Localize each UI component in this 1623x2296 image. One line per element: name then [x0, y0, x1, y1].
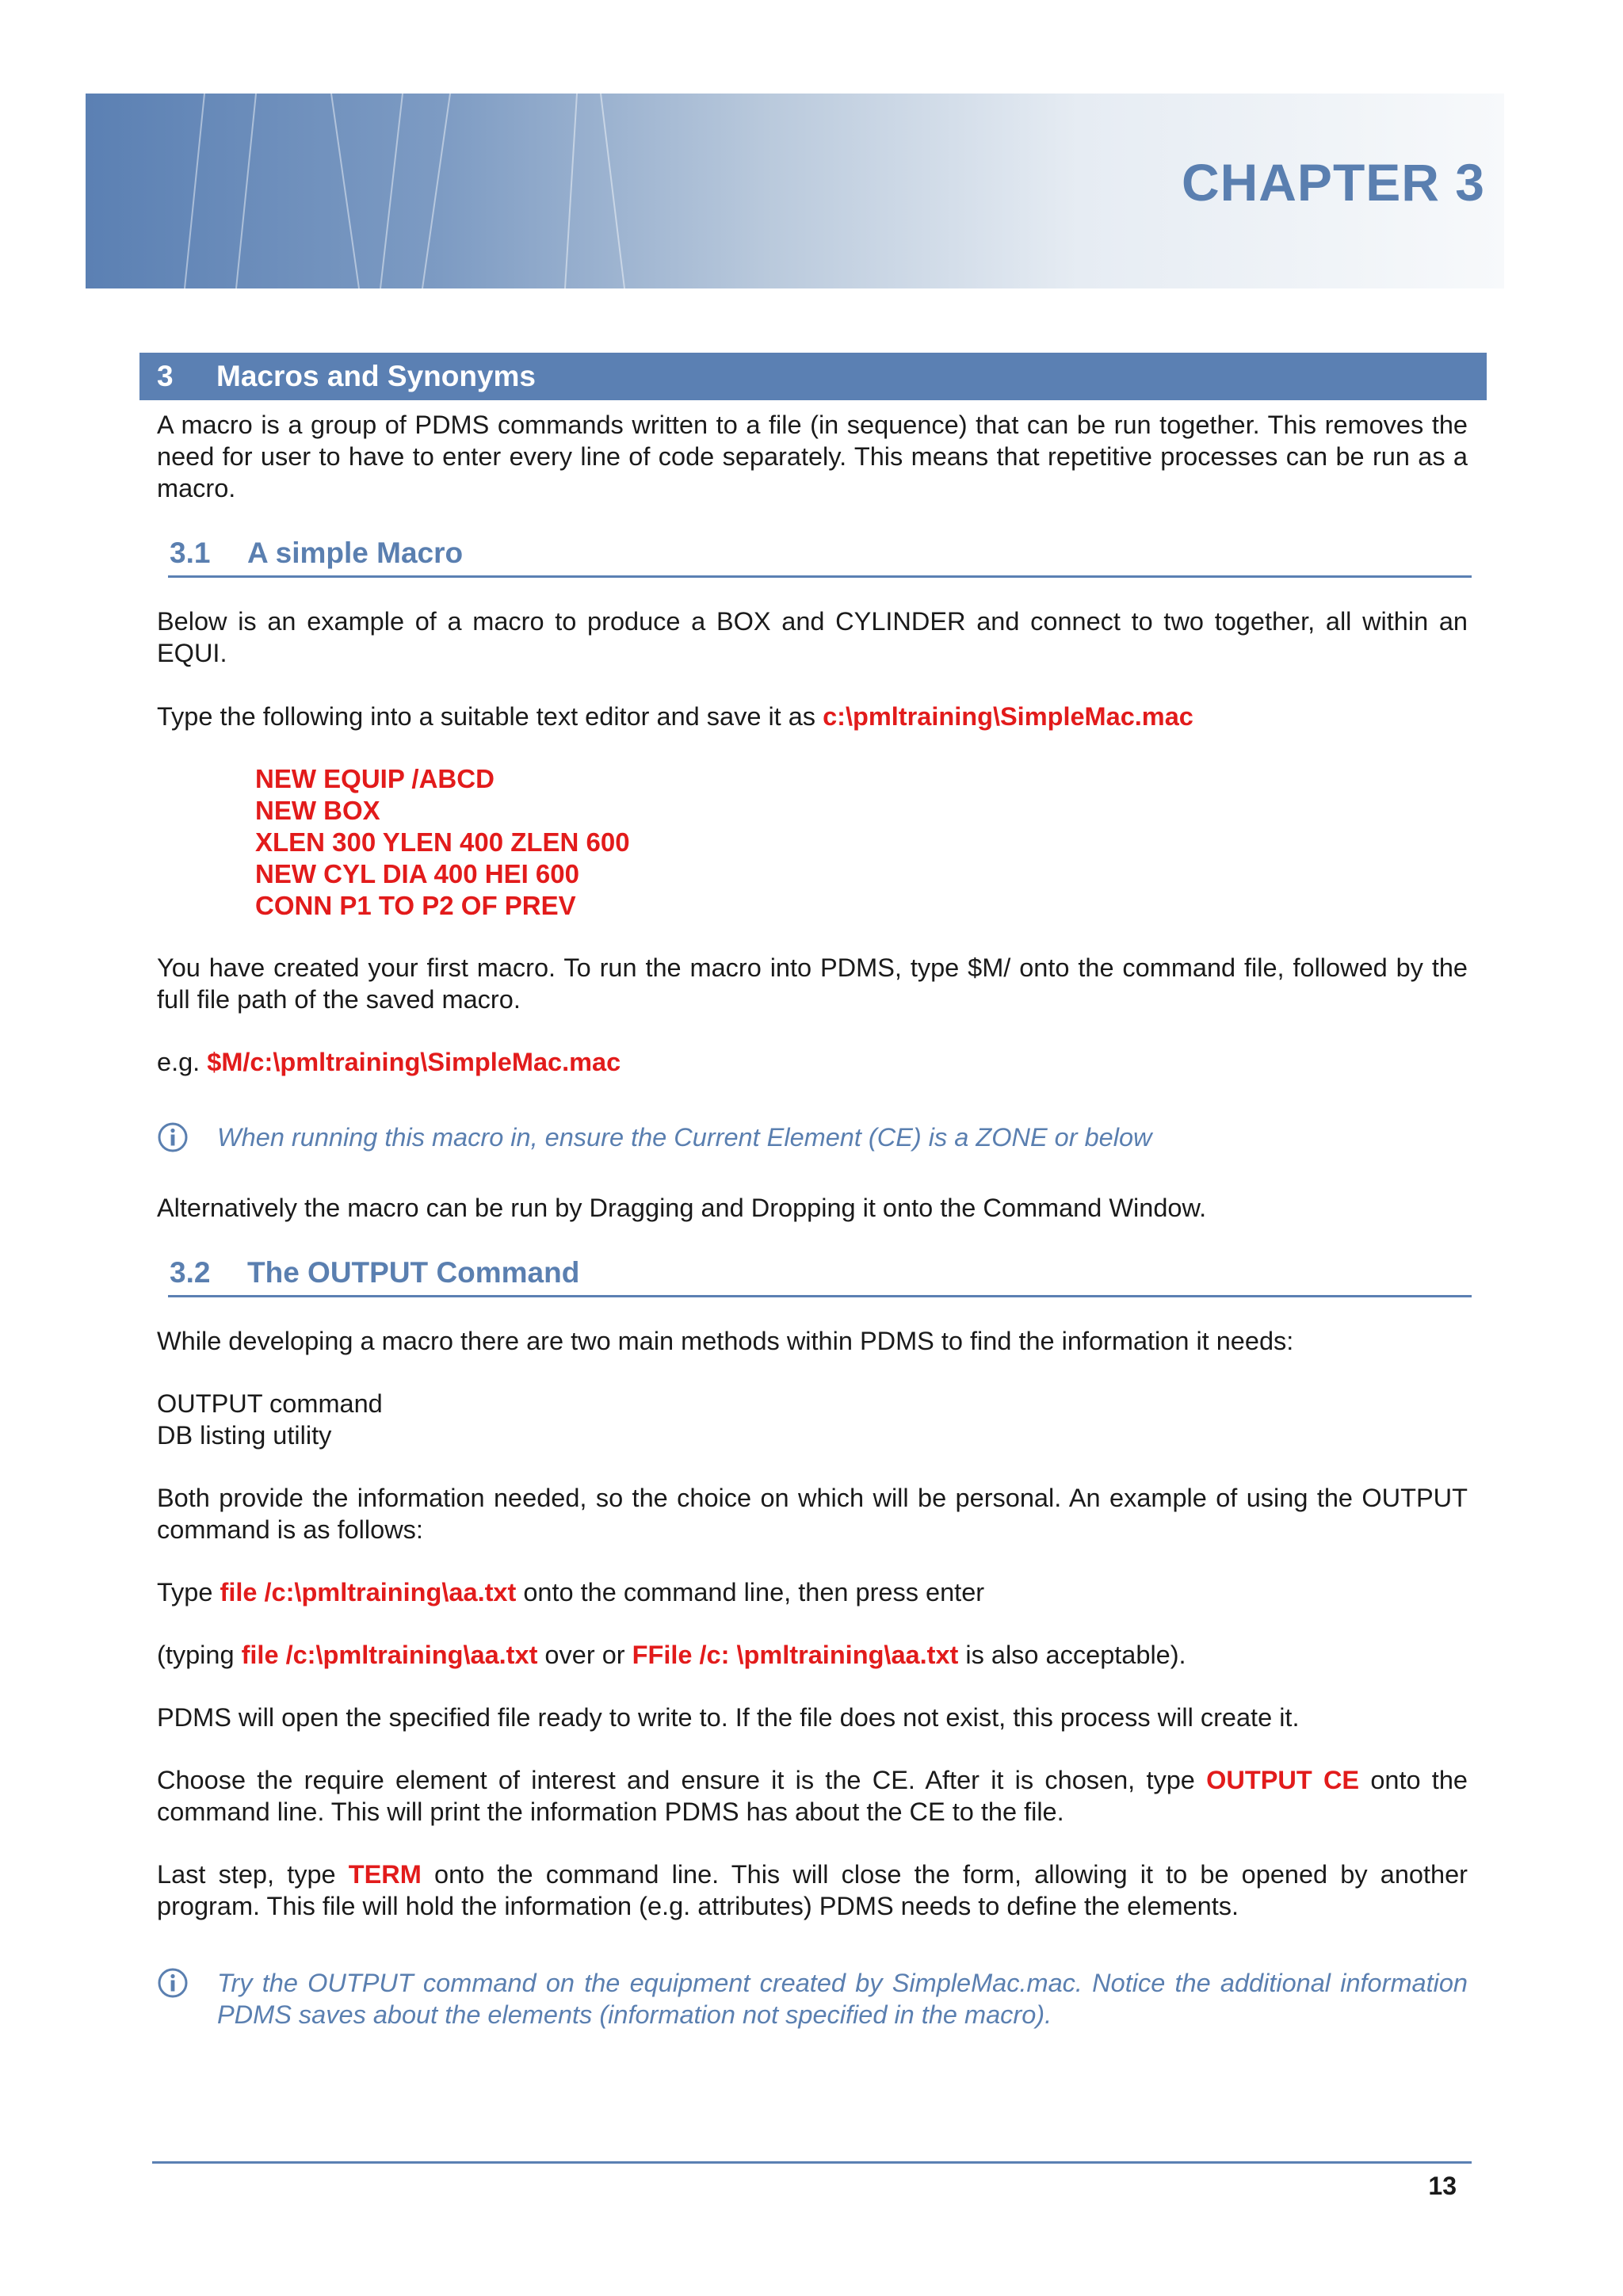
section-header — [139, 353, 1487, 400]
text-span: Type — [157, 1578, 220, 1606]
text-span: onto the command line. This will close the form, allowing it to be opened by another program. This file will hold the information (e.g. attributes) PDMS needs to define the elements. — [157, 1860, 1468, 1920]
page-number: 13 — [1428, 2172, 1457, 2200]
alternatives-paragraph — [157, 1639, 1468, 1671]
save-instruction-text: Type the following into a suitable text editor and save it as — [157, 702, 823, 731]
term-command: TERM — [348, 1860, 422, 1889]
type-file-paragraph — [157, 1576, 1468, 1608]
choice-paragraph: Both provide the information needed, so the choice on which will be personal. An example of using the OUTPUT command is as follows: — [157, 1484, 1468, 1544]
text-span: (typing — [157, 1641, 242, 1669]
code-line: NEW CYL DIA 400 HEI 600 — [255, 859, 579, 888]
file-command: file /c:\pmltraining\aa.txt — [241, 1641, 538, 1669]
text-span: onto the command line. This will print the information PDMS has about the CE to the file. — [157, 1766, 1468, 1826]
methods-list — [157, 1388, 1468, 1451]
chapter-banner — [86, 94, 1504, 288]
example-paragraph — [157, 1046, 1468, 1078]
file-command: file /c:\pmltraining\aa.txt — [220, 1578, 517, 1606]
list-item: OUTPUT command — [157, 1389, 383, 1418]
save-instruction-paragraph — [157, 701, 1468, 732]
code-line: XLEN 300 YLEN 400 ZLEN 600 — [255, 827, 630, 857]
open-file-paragraph: PDMS will open the specified file ready to write to. If the file does not exist, this process will create it. — [157, 1703, 1300, 1732]
info-icon — [157, 1967, 189, 1999]
code-line: NEW EQUIP /ABCD — [255, 764, 495, 793]
text-span: Choose the require element of interest and ensure it is the CE. After it is chosen, type — [157, 1766, 1207, 1794]
footer-rule — [152, 2161, 1472, 2164]
chapter-title: CHAPTER 3 — [1181, 153, 1485, 212]
note-text: Try the OUTPUT command on the equipment created by SimpleMac.mac. Notice the additional information PDMS saves about the elements (information not specified in the macro). — [217, 1969, 1468, 2029]
intro-paragraph: A macro is a group of PDMS commands written to a file (in sequence) that can be run together. This removes the need for user to have to enter every line of code separately. This means that repetitive processes can be run as a macro. — [157, 411, 1468, 502]
term-paragraph — [157, 1859, 1468, 1922]
macro-description-paragraph: Below is an example of a macro to produce a BOX and CYLINDER and connect to two together, all within an EQUI. — [157, 607, 1468, 667]
subsection-header-3-1 — [168, 531, 1472, 578]
info-icon — [157, 1121, 189, 1153]
macro-file-path: c:\pmltraining\SimpleMac.mac — [823, 702, 1193, 731]
list-item: DB listing utility — [157, 1421, 332, 1450]
note-text: When running this macro in, ensure the Current Element (CE) is a ZONE or below — [217, 1123, 1152, 1152]
subsection-number: 3.2 — [170, 1256, 211, 1289]
example-command: $M/c:\pmltraining\SimpleMac.mac — [207, 1048, 621, 1076]
example-prefix: e.g. — [157, 1048, 208, 1076]
subsection-header-3-2 — [168, 1251, 1472, 1297]
methods-intro-paragraph: While developing a macro there are two main methods within PDMS to find the information it needs: — [157, 1327, 1294, 1355]
text-span: is also acceptable). — [958, 1641, 1186, 1669]
run-macro-paragraph: You have created your first macro. To run the macro into PDMS, type $M/ onto the command file, followed by the full file path of the saved macro. — [157, 953, 1468, 1014]
code-line: CONN P1 TO P2 OF PREV — [255, 891, 576, 920]
section-title: Macros and Synonyms — [216, 360, 537, 392]
subsection-number: 3.1 — [170, 537, 211, 569]
text-span: onto the command line, then press enter — [516, 1578, 985, 1606]
code-line: NEW BOX — [255, 796, 380, 825]
text-span: over or — [537, 1641, 632, 1669]
ffile-command: FFile /c: \pmltraining\aa.txt — [632, 1641, 959, 1669]
text-span: Last step, type — [157, 1860, 349, 1889]
subsection-title: A simple Macro — [247, 537, 464, 569]
section-number: 3 — [157, 360, 174, 392]
macro-code-block — [255, 763, 968, 922]
output-ce-paragraph — [157, 1764, 1468, 1828]
drag-drop-paragraph: Alternatively the macro can be run by Dragging and Dropping it onto the Command Window. — [157, 1194, 1207, 1222]
subsection-title: The OUTPUT Command — [247, 1256, 580, 1289]
output-ce-command: OUTPUT CE — [1206, 1766, 1360, 1794]
